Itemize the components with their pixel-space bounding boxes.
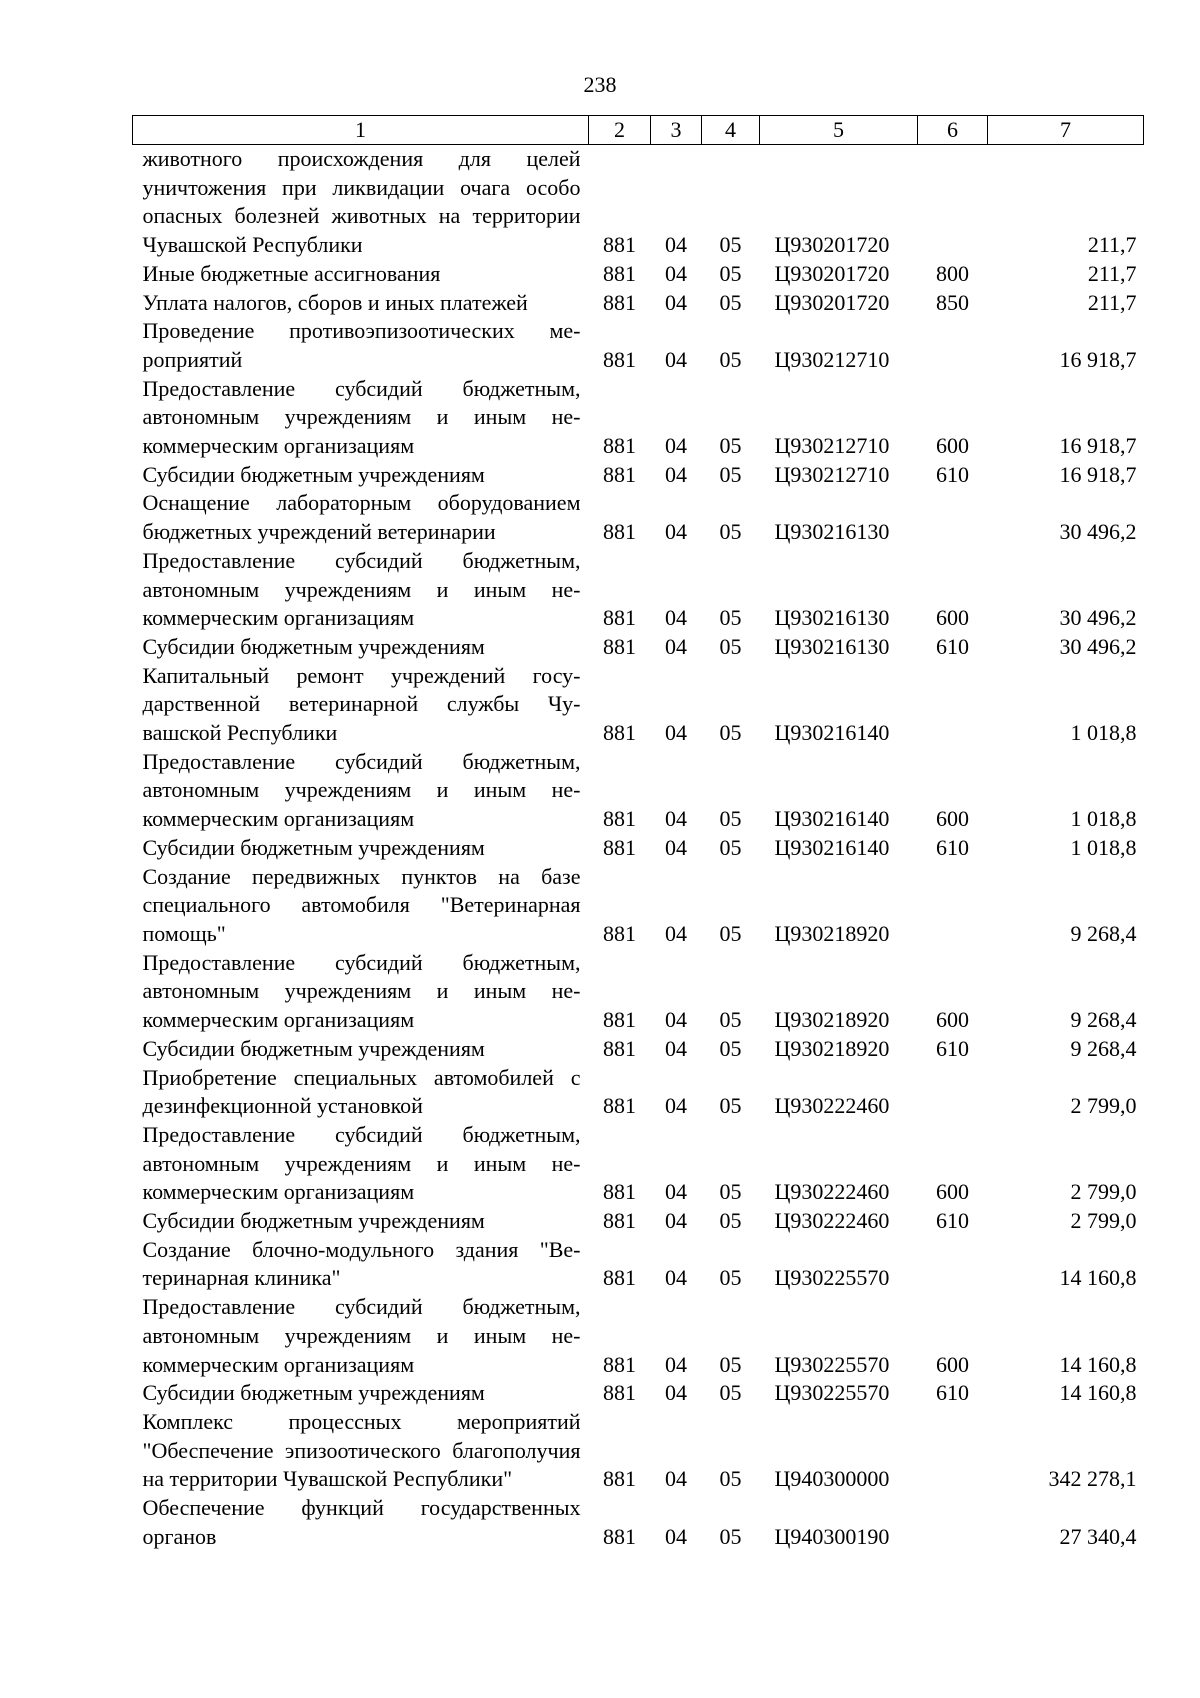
amount: 2 799,0: [1070, 1208, 1137, 1234]
section-code: 04: [665, 1466, 687, 1492]
subsection-code: 05: [719, 1265, 742, 1291]
admin-code: 881: [603, 461, 636, 487]
budget-table-body: [133, 145, 1144, 1552]
section-code: 04: [665, 519, 687, 545]
expense-type-code: 600: [936, 605, 969, 631]
subsection-code: 05: [719, 720, 742, 746]
column-number-header: 1: [133, 116, 589, 145]
expenditure-name: Предоставление субсидий бюджетным, автономным учреждениям и иным некоммерческим организациям: [142, 547, 581, 631]
column-number-header: 6: [918, 116, 988, 145]
amount: 211,7: [1087, 260, 1137, 286]
target-item-code: Ц930222460: [774, 1179, 890, 1205]
section-code: 04: [665, 1523, 687, 1549]
expense-type-code: [918, 863, 988, 949]
target-item-code: Ц940300000: [774, 1466, 890, 1492]
expense-type-code: 610: [936, 834, 969, 860]
admin-code: 881: [603, 433, 636, 459]
section-code: 04: [665, 834, 687, 860]
subsection-code: 05: [719, 1466, 742, 1492]
target-item-code: Ц930225570: [774, 1351, 890, 1377]
amount: 2 799,0: [1070, 1179, 1137, 1205]
column-number-header: 7: [988, 116, 1144, 145]
section-code: 04: [665, 260, 687, 286]
subsection-code: 05: [719, 433, 742, 459]
table-row: [133, 260, 1144, 289]
budget-table: [132, 115, 1144, 1551]
amount: 211,7: [1087, 232, 1137, 258]
column-number-header: 3: [651, 116, 702, 145]
amount: 9 268,4: [1070, 1007, 1137, 1033]
subsection-code: 05: [719, 1179, 742, 1205]
section-code: 04: [665, 720, 687, 746]
table-row: [133, 662, 1144, 748]
target-item-code: Ц930225570: [774, 1265, 890, 1291]
expenditure-name: Комплекс процессных мероприятий "Обеспечение эпизоотического благополучия на территории Чувашской Республики": [142, 1408, 581, 1492]
admin-code: 881: [603, 1265, 636, 1291]
admin-code: 881: [603, 1523, 636, 1549]
section-code: 04: [665, 433, 687, 459]
expense-type-code: 610: [936, 1380, 969, 1406]
amount: 9 268,4: [1070, 1035, 1137, 1061]
admin-code: 881: [603, 1007, 636, 1033]
admin-code: 881: [603, 1380, 636, 1406]
section-code: 04: [665, 633, 687, 659]
table-row: [133, 461, 1144, 490]
subsection-code: 05: [719, 1523, 742, 1549]
section-code: 04: [665, 605, 687, 631]
subsection-code: 05: [719, 1208, 742, 1234]
table-row: [133, 1236, 1144, 1293]
expense-type-code: [918, 662, 988, 748]
target-item-code: Ц940300190: [774, 1523, 890, 1549]
section-code: 04: [665, 806, 687, 832]
expense-type-code: [918, 1494, 988, 1551]
admin-code: 881: [603, 1351, 636, 1377]
table-row: [133, 317, 1144, 374]
table-row: [133, 949, 1144, 1035]
target-item-code: Ц930212710: [774, 346, 890, 372]
table-row: [133, 1121, 1144, 1207]
section-code: 04: [665, 1380, 687, 1406]
amount: 1 018,8: [1070, 834, 1137, 860]
expenditure-name: Проведение противоэпизоотических мероприятий: [142, 318, 581, 372]
table-row: [133, 547, 1144, 633]
expenditure-name: Обеспечение функций государственных органов: [142, 1495, 581, 1549]
expense-type-code: 600: [936, 433, 969, 459]
section-code: 04: [665, 289, 687, 315]
amount: 211,7: [1087, 289, 1137, 315]
amount: 14 160,8: [1059, 1265, 1137, 1291]
admin-code: 881: [603, 1466, 636, 1492]
expenditure-name: Предоставление субсидий бюджетным, автономным учреждениям и иным некоммерческим организациям: [142, 748, 581, 832]
target-item-code: Ц930222460: [774, 1093, 890, 1119]
admin-code: 881: [603, 633, 636, 659]
table-row: [133, 1494, 1144, 1551]
table-row: [133, 834, 1144, 863]
target-item-code: Ц930212710: [774, 433, 890, 459]
amount: 2 799,0: [1070, 1093, 1137, 1119]
amount: 30 496,2: [1059, 519, 1137, 545]
expenditure-name: Субсидии бюджетным учреждениям: [142, 633, 485, 659]
subsection-code: 05: [719, 1093, 742, 1119]
admin-code: 881: [603, 605, 636, 631]
table-row: [133, 289, 1144, 318]
expenditure-name: Капитальный ремонт учреждений государственной ветеринарной службы Чувашской Республики: [142, 662, 581, 746]
expense-type-code: 600: [936, 1007, 969, 1033]
expenditure-name: Субсидии бюджетным учреждениям: [142, 834, 485, 860]
admin-code: 881: [603, 920, 636, 946]
expenditure-name: Создание передвижных пунктов на базе специального автомобиля "Ветеринарная помощь": [142, 863, 581, 946]
admin-code: 881: [603, 289, 636, 315]
target-item-code: Ц930216130: [774, 605, 890, 631]
table-row: [133, 375, 1144, 461]
table-row: [133, 633, 1144, 662]
section-code: 04: [665, 920, 687, 946]
target-item-code: Ц930216140: [774, 720, 890, 746]
expenditure-name: животного происхождения для целей уничтожения при ликвидации очага особо опасных болезней животных на территории Чувашской Республики: [142, 146, 581, 258]
target-item-code: Ц930216130: [774, 519, 890, 545]
column-number-row: [133, 116, 1144, 145]
expenditure-name: Предоставление субсидий бюджетным, автономным учреждениям и иным некоммерческим организациям: [142, 949, 581, 1033]
expense-type-code: 610: [936, 633, 969, 659]
amount: 30 496,2: [1059, 633, 1137, 659]
page-number: 238: [583, 72, 617, 97]
table-row: [133, 748, 1144, 834]
admin-code: 881: [603, 519, 636, 545]
table-row: [133, 863, 1144, 949]
amount: 14 160,8: [1059, 1380, 1137, 1406]
target-item-code: Ц930218920: [774, 1007, 890, 1033]
subsection-code: 05: [719, 260, 742, 286]
column-number-header: 4: [702, 116, 760, 145]
expenditure-name: Субсидии бюджетным учреждениям: [142, 1208, 485, 1234]
expenditure-name: Создание блочно-модульного здания "Ветеринарная клиника": [142, 1236, 581, 1291]
expense-type-code: 850: [936, 289, 969, 315]
column-number-header: 5: [760, 116, 918, 145]
amount: 342 278,1: [1048, 1466, 1137, 1492]
subsection-code: 05: [719, 834, 742, 860]
section-code: 04: [665, 232, 687, 258]
expenditure-name: Предоставление субсидий бюджетным, автономным учреждениям и иным некоммерческим организациям: [142, 1121, 581, 1205]
admin-code: 881: [603, 1179, 636, 1205]
section-code: 04: [665, 1179, 687, 1205]
amount: 14 160,8: [1059, 1351, 1137, 1377]
subsection-code: 05: [719, 920, 742, 946]
subsection-code: 05: [719, 1035, 742, 1061]
expense-type-code: 600: [936, 806, 969, 832]
subsection-code: 05: [719, 289, 742, 315]
section-code: 04: [665, 461, 687, 487]
expense-type-code: [918, 1064, 988, 1121]
expenditure-name: Субсидии бюджетным учреждениям: [142, 1380, 485, 1406]
admin-code: 881: [603, 806, 636, 832]
section-code: 04: [665, 346, 687, 372]
section-code: 04: [665, 1208, 687, 1234]
admin-code: 881: [603, 232, 636, 258]
subsection-code: 05: [719, 1007, 742, 1033]
table-row: [133, 1064, 1144, 1121]
admin-code: 881: [603, 1093, 636, 1119]
expenditure-name: Приобретение специальных автомобилей с дезинфекционной установкой: [142, 1064, 581, 1119]
expenditure-name: Уплата налогов, сборов и иных платежей: [142, 289, 528, 315]
target-item-code: Ц930225570: [774, 1380, 890, 1406]
expense-type-code: [918, 1408, 988, 1494]
subsection-code: 05: [719, 1351, 742, 1377]
amount: 9 268,4: [1070, 920, 1137, 946]
target-item-code: Ц930218920: [774, 1035, 890, 1061]
subsection-code: 05: [719, 633, 742, 659]
table-row: [133, 1207, 1144, 1236]
amount: 16 918,7: [1059, 433, 1137, 459]
table-row: [133, 1035, 1144, 1064]
expense-type-code: [918, 145, 988, 260]
expense-type-code: 610: [936, 1035, 969, 1061]
admin-code: 881: [603, 720, 636, 746]
amount: 1 018,8: [1070, 720, 1137, 746]
subsection-code: 05: [719, 232, 742, 258]
amount: 1 018,8: [1070, 806, 1137, 832]
amount: 16 918,7: [1059, 346, 1137, 372]
expense-type-code: 600: [936, 1179, 969, 1205]
table-row: [133, 1408, 1144, 1494]
table-row: [133, 145, 1144, 260]
target-item-code: Ц930216140: [774, 806, 890, 832]
admin-code: 881: [603, 1035, 636, 1061]
table-row: [133, 1379, 1144, 1408]
target-item-code: Ц930218920: [774, 920, 890, 946]
subsection-code: 05: [719, 519, 742, 545]
expense-type-code: [918, 1236, 988, 1293]
expense-type-code: [918, 489, 988, 546]
subsection-code: 05: [719, 1380, 742, 1406]
admin-code: 881: [603, 260, 636, 286]
expenditure-name: Предоставление субсидий бюджетным, автономным учреждениям и иным некоммерческим организациям: [142, 375, 581, 459]
target-item-code: Ц930216140: [774, 834, 890, 860]
target-item-code: Ц930201720: [774, 289, 890, 315]
subsection-code: 05: [719, 346, 742, 372]
target-item-code: Ц930222460: [774, 1208, 890, 1234]
target-item-code: Ц930201720: [774, 260, 890, 286]
target-item-code: Ц930216130: [774, 633, 890, 659]
admin-code: 881: [603, 834, 636, 860]
admin-code: 881: [603, 1208, 636, 1234]
section-code: 04: [665, 1265, 687, 1291]
amount: 27 340,4: [1059, 1523, 1137, 1549]
admin-code: 881: [603, 346, 636, 372]
expense-type-code: [918, 317, 988, 374]
section-code: 04: [665, 1093, 687, 1119]
expenditure-name: Субсидии бюджетным учреждениям: [142, 461, 485, 487]
section-code: 04: [665, 1035, 687, 1061]
expense-type-code: 610: [936, 461, 969, 487]
subsection-code: 05: [719, 461, 742, 487]
expenditure-name: Иные бюджетные ассигнования: [142, 260, 441, 286]
expense-type-code: 610: [936, 1208, 969, 1234]
expense-type-code: 600: [936, 1351, 969, 1377]
target-item-code: Ц930212710: [774, 461, 890, 487]
table-row: [133, 1293, 1144, 1379]
section-code: 04: [665, 1007, 687, 1033]
target-item-code: Ц930201720: [774, 232, 890, 258]
expenditure-name: Оснащение лабораторным оборудованием бюджетных учреждений ветеринарии: [142, 490, 581, 545]
expenditure-name: Субсидии бюджетным учреждениям: [142, 1035, 485, 1061]
section-code: 04: [665, 1351, 687, 1377]
column-number-header: 2: [589, 116, 651, 145]
amount: 30 496,2: [1059, 605, 1137, 631]
expense-type-code: 800: [936, 260, 969, 286]
amount: 16 918,7: [1059, 461, 1137, 487]
table-row: [133, 489, 1144, 546]
expenditure-name: Предоставление субсидий бюджетным, автономным учреждениям и иным некоммерческим организациям: [142, 1294, 581, 1377]
subsection-code: 05: [719, 605, 742, 631]
subsection-code: 05: [719, 806, 742, 832]
